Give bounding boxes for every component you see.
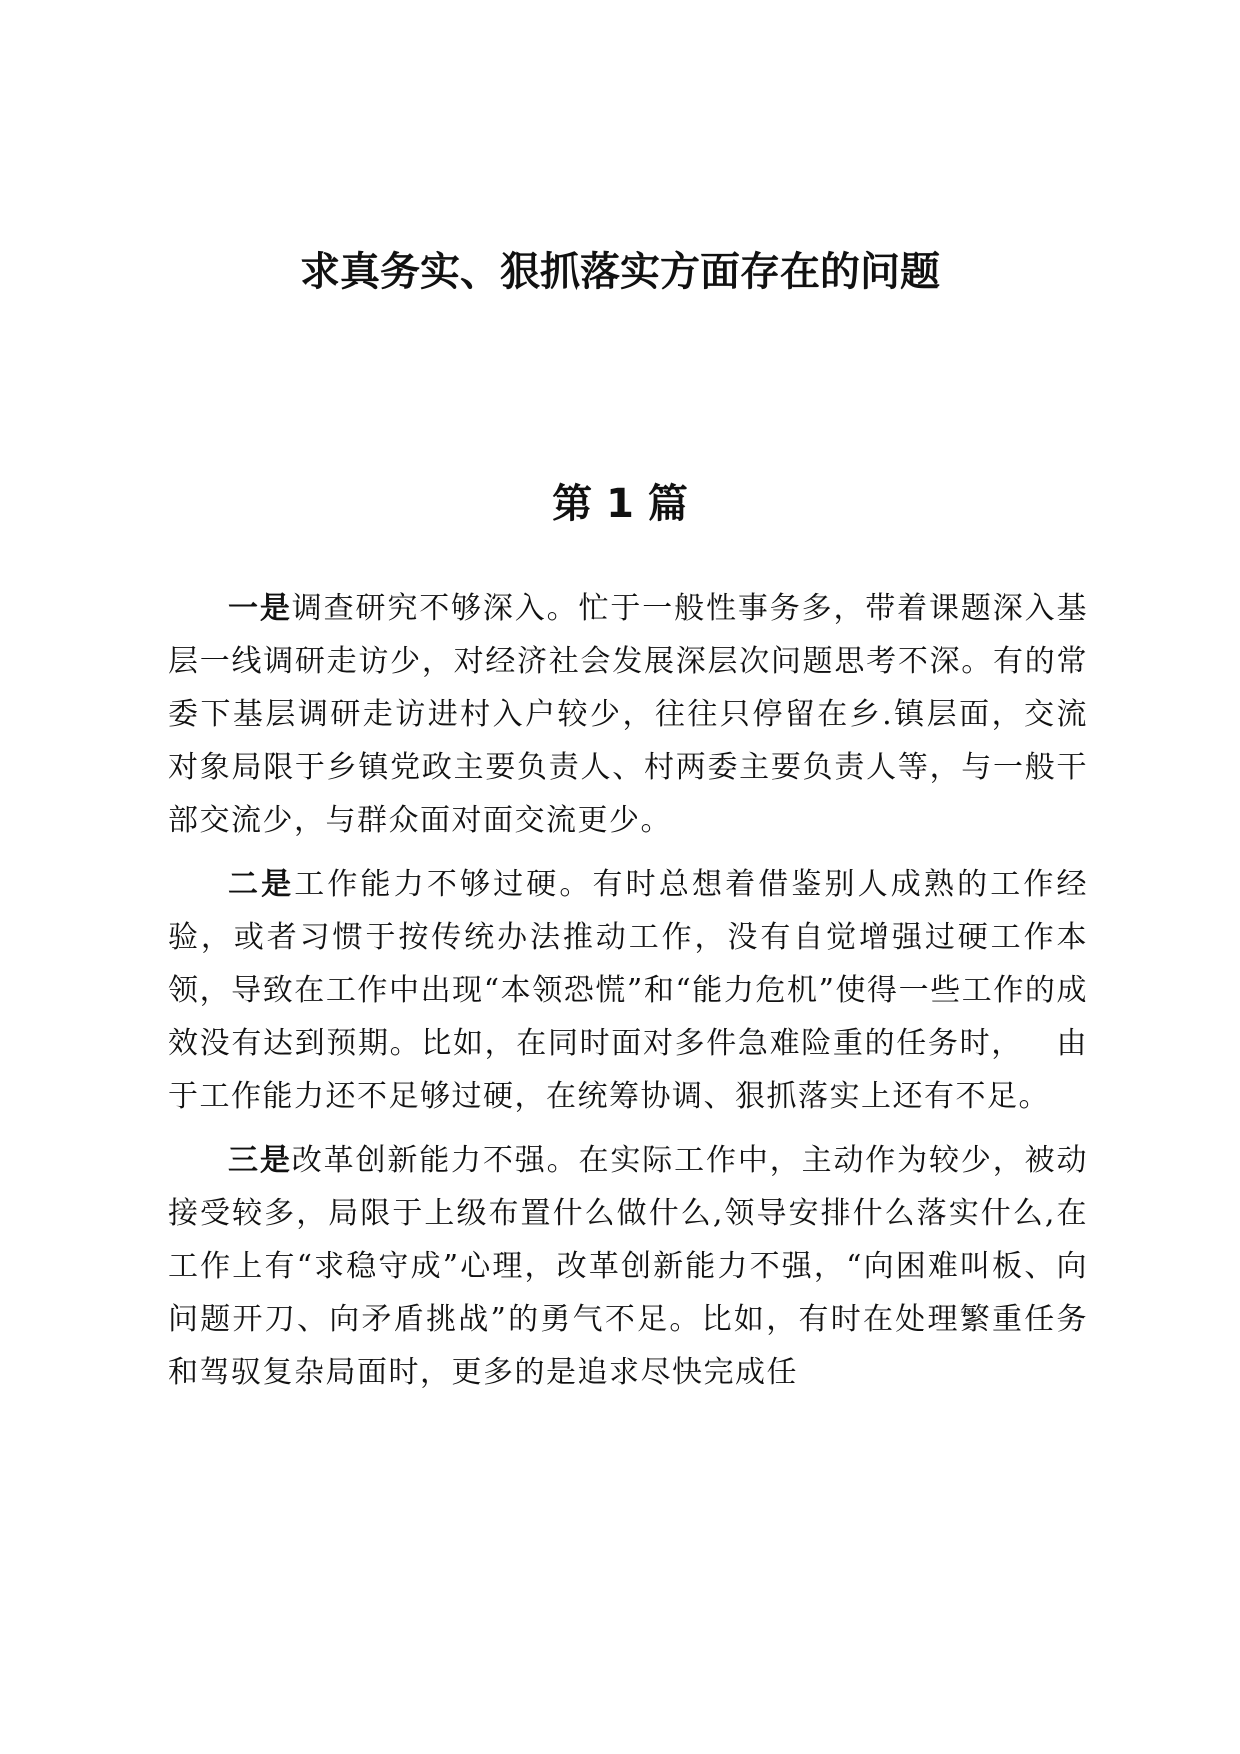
section-heading: 第 1 篇 [552,481,688,527]
paragraph-lead: 一是 [228,591,292,626]
paragraph-1 [168,582,1088,847]
paragraph-text: 调查研究不够深入。忙于一般性事务多，带着课题深入基层一线调研走访少，对经济社会发展深层次问题思考不深。有的常委下基层调研走访进村入户较少，往往只停留在乡.镇层面，交流对象局限于乡镇党政主要负责人、村两委主要负责人等，与一般干部交流少，与群众面对面交流更少。 [168,591,1089,838]
paragraph-text: 改革创新能力不强。在实际工作中，主动作为较少，被动接受较多，局限于上级布置什么做什么,领导安排什么落实什么,在工作上有“求稳守成”心理，改革创新能力不强，“向困难叫板、向问题开刀、向矛盾挑战”的勇气不足。比如，有时在处理繁重任务和驾驭复杂局面时，更多的是追求尽快完成任 [168,1143,1089,1390]
paragraph-3 [168,1134,1088,1399]
paragraph-text: 工作能力不够过硬。有时总想着借鉴别人成熟的工作经验，或者习惯于按传统办法推动工作，没有自觉增强过硬工作本领，导致在工作中出现“本领恐慌”和“能力危机”使得一些工作的成效没有达到预期。比如，在同时面对多件急难险重的任务时， 由于工作能力还不足够过硬，在统筹协调、狠抓落实上还有不足。 [168,867,1089,1114]
document-title: 求真务实、狠抓落实方面存在的问题 [300,249,940,295]
paragraph-lead: 三是 [228,1143,292,1178]
paragraph-2 [168,858,1088,1123]
document-body [168,582,1088,1410]
paragraph-lead: 二是 [228,867,295,902]
